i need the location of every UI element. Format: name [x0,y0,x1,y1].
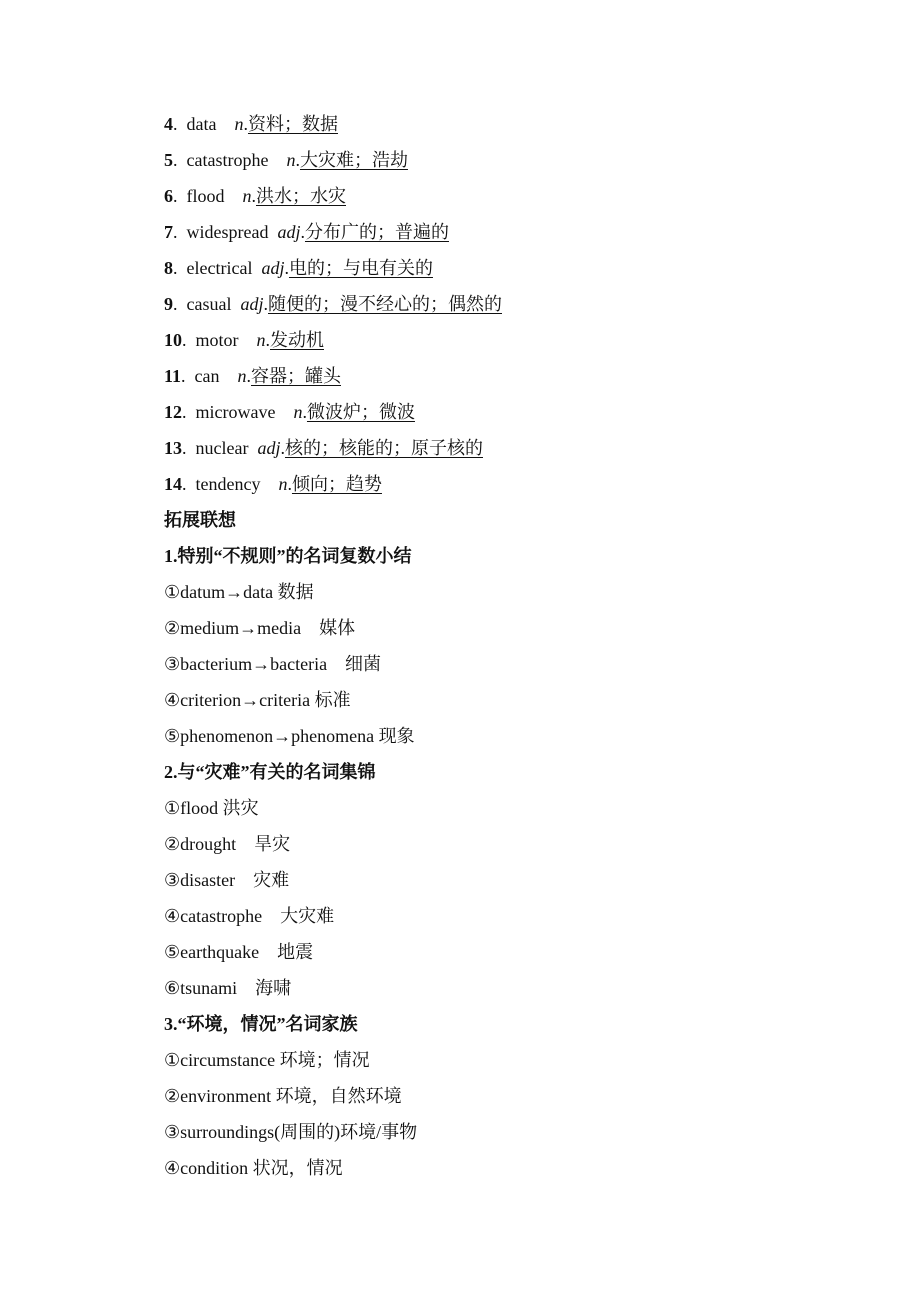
section-number: 3 [164,1014,173,1034]
section-item: ④catastrophe 大灾难 [164,906,335,926]
vocab-number-sep: . [173,186,178,206]
vocab-pos: n [242,186,252,206]
expansion-heading: 拓展联想 [164,510,236,530]
section-number: 2 [164,762,173,782]
vocab-pos-sep: . [300,222,305,242]
vocab-number: 8 [164,258,173,278]
section-item: ③surroundings(周围的)环境/事物 [164,1122,418,1142]
vocab-item [164,468,864,504]
vocab-number-sep: . [173,114,178,134]
vocab-word: tendency [195,474,261,494]
vocab-pos: n [256,330,266,350]
section-title-text: .与“灾难”有关的名词集锦 [173,762,376,782]
vocab-number: 9 [164,294,173,314]
vocab-number-sep: . [173,294,178,314]
vocab-pos: adj [277,222,301,242]
section-title-text: .“环境，情况”名词家族 [173,1014,358,1034]
vocab-number: 12 [164,402,182,422]
vocab-definition: 微波炉；微波 [306,402,415,422]
vocab-definition: 核的；核能的；原子核的 [284,438,483,458]
section-item: ①flood 洪灾 [164,798,259,818]
vocab-word: data [186,114,217,134]
vocab-pos: n [278,474,288,494]
vocab-pos-sep: . [280,438,285,458]
vocab-number-sep: . [182,438,187,458]
vocab-definition: 发动机 [270,330,324,350]
vocab-number: 13 [164,438,182,458]
vocab-item [164,324,864,360]
vocab-definition: 分布广的；普遍的 [304,222,449,242]
vocab-number-sep: . [182,402,187,422]
vocab-number-sep: . [181,366,186,386]
vocab-pos: adj [261,258,285,278]
vocab-pos-sep: . [251,186,256,206]
section-item: ①datum→data 数据 [164,582,314,602]
vocab-item [164,216,864,252]
vocab-item [164,432,864,468]
section-title [164,540,864,576]
vocab-pos-sep: . [287,474,292,494]
vocab-number: 10 [164,330,182,350]
section-number: 1 [164,546,173,566]
vocab-list [164,108,864,504]
vocab-item [164,144,864,180]
section-item: ②environment 环境，自然环境 [164,1086,402,1106]
section-item: ②medium→media 媒体 [164,618,356,638]
expansion-sections [164,540,864,1188]
vocab-pos-sep: . [302,402,307,422]
section-item: ⑤earthquake 地震 [164,942,314,962]
vocab-definition: 电的；与电有关的 [288,258,433,278]
vocab-pos: adj [240,294,264,314]
vocab-definition: 容器；罐头 [251,366,341,386]
vocab-number: 7 [164,222,173,242]
vocab-word: electrical [186,258,253,278]
vocab-pos-sep: . [295,150,300,170]
vocab-word: can [194,366,220,386]
vocab-pos: n [293,402,303,422]
vocab-definition: 倾向；趋势 [291,474,382,494]
section-item: ③disaster 灾难 [164,870,290,890]
vocab-number-sep: . [173,258,178,278]
vocab-item [164,180,864,216]
vocab-number: 5 [164,150,173,170]
vocab-pos: n [234,114,244,134]
vocab-item [164,252,864,288]
vocab-number-sep: . [173,222,178,242]
vocab-definition: 随便的；漫不经心的；偶然的 [268,294,502,314]
vocab-definition: 洪水；水灾 [256,186,346,206]
vocab-item [164,108,864,144]
section-item: ⑥tsunami 海啸 [164,978,292,998]
vocab-number: 6 [164,186,173,206]
vocab-definition: 资料；数据 [247,114,338,134]
vocab-pos-sep: . [263,294,268,314]
document-page [164,108,864,1188]
section-title [164,1008,864,1044]
vocab-word: motor [195,330,239,350]
section-item: ④condition 状况，情况 [164,1158,343,1178]
vocab-number-sep: . [182,330,187,350]
vocab-number: 11 [164,366,182,386]
section-item: ②drought 旱灾 [164,834,291,854]
vocab-pos: n [237,366,247,386]
vocab-pos: n [286,150,296,170]
vocab-number: 14 [164,474,182,494]
vocab-pos-sep: . [265,330,270,350]
vocab-pos: adj [257,438,281,458]
vocab-word: microwave [195,402,276,422]
section-item: ③bacterium→bacteria 细菌 [164,654,382,674]
vocab-item [164,360,864,396]
vocab-word: casual [186,294,232,314]
section-item: ④criterion→criteria 标准 [164,690,351,710]
vocab-item [164,396,864,432]
vocab-word: widespread [186,222,269,242]
vocab-word: catastrophe [186,150,269,170]
section-title [164,756,864,792]
vocab-definition: 大灾难；浩劫 [299,150,408,170]
vocab-number-sep: . [173,150,178,170]
vocab-word: nuclear [195,438,249,458]
vocab-word: flood [186,186,225,206]
vocab-pos-sep: . [284,258,289,278]
section-title-text: .特别“不规则”的名词复数小结 [173,546,412,566]
vocab-number-sep: . [182,474,187,494]
section-item: ⑤phenomenon→phenomena 现象 [164,726,415,746]
section-item: ①circumstance 环境；情况 [164,1050,370,1070]
vocab-number: 4 [164,114,173,134]
vocab-pos-sep: . [243,114,248,134]
vocab-pos-sep: . [246,366,251,386]
vocab-item [164,288,864,324]
